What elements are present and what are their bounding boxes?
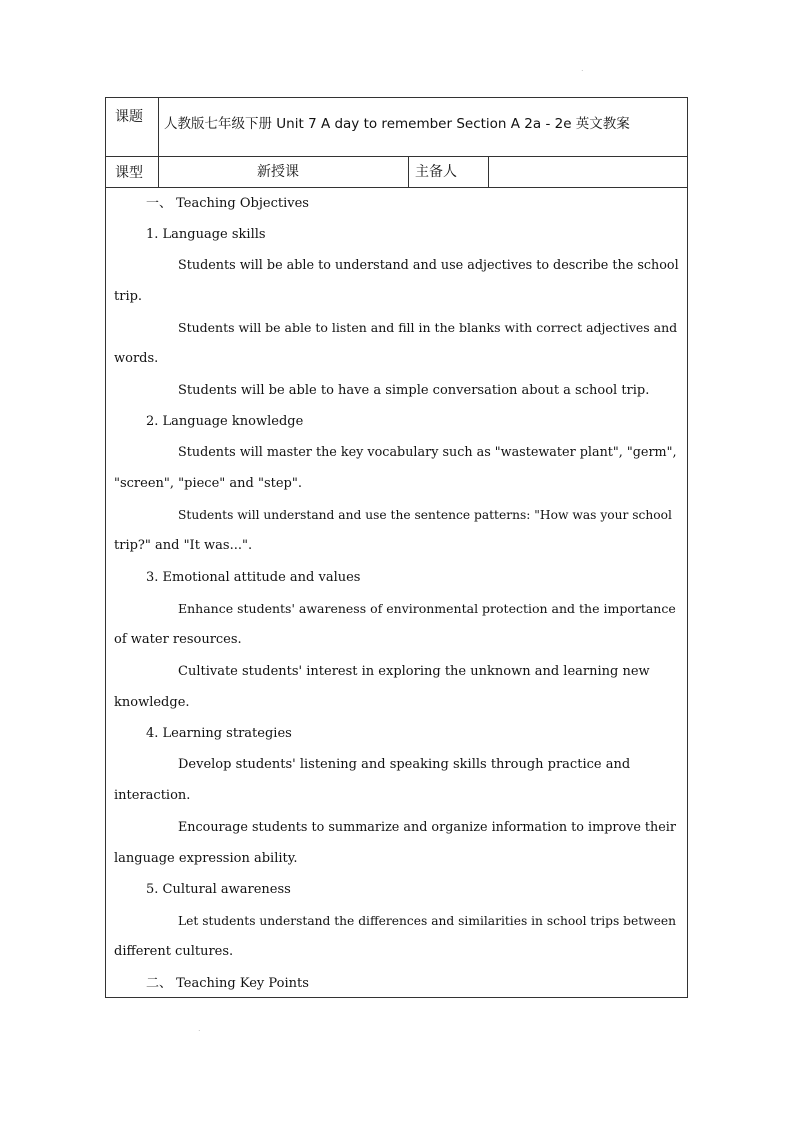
paragraph-line: Students will be able to understand and use adjectives to describe the school bbox=[178, 258, 679, 273]
subsection-heading: 5. Cultural awareness bbox=[146, 882, 291, 897]
subsection-heading: 4. Learning strategies bbox=[146, 726, 292, 741]
paragraph-line: of water resources. bbox=[114, 632, 242, 647]
topic-label: 课题 bbox=[115, 109, 143, 125]
paragraph-line: Develop students' listening and speaking skills through practice and bbox=[178, 757, 631, 772]
lesson-plan-table bbox=[105, 97, 688, 998]
paragraph-line: Cultivate students' interest in exploring the unknown and learning new bbox=[178, 664, 650, 679]
subsection-heading: 3. Emotional attitude and values bbox=[146, 570, 361, 585]
type-label: 课型 bbox=[115, 165, 143, 181]
paragraph-line: language expression ability. bbox=[114, 851, 298, 866]
paragraph-line: trip. bbox=[114, 289, 143, 304]
lead-label: 主备人 bbox=[415, 164, 457, 180]
paragraph-line: Let students understand the differences and similarities in school trips between bbox=[178, 914, 677, 928]
subsection-heading: 2. Language knowledge bbox=[146, 414, 304, 429]
subsection-heading: 1. Language skills bbox=[146, 227, 266, 242]
column-divider bbox=[488, 156, 489, 187]
page-dot: . bbox=[198, 1024, 201, 1033]
paragraph-line: trip?" and "It was...". bbox=[114, 538, 253, 553]
paragraph-line: "screen", "piece" and "step". bbox=[114, 476, 302, 491]
column-divider bbox=[408, 156, 409, 187]
paragraph-line: Students will understand and use the sentence patterns: "How was your school bbox=[178, 508, 672, 522]
paragraph-line: Enhance students' awareness of environmental protection and the importance bbox=[178, 601, 676, 616]
section-title: 二、 Teaching Key Points bbox=[146, 976, 309, 991]
topic-row bbox=[106, 98, 687, 157]
paragraph-line: Students will master the key vocabulary such as "wastewater plant", "germ", bbox=[178, 445, 677, 460]
column-divider bbox=[158, 98, 159, 156]
page-dot: . bbox=[581, 64, 584, 73]
type-value: 新授课 bbox=[257, 164, 299, 180]
column-divider bbox=[158, 156, 159, 187]
paragraph-line: Students will be able to have a simple conversation about a school trip. bbox=[178, 383, 650, 398]
paragraph-line: knowledge. bbox=[114, 695, 190, 710]
paragraph-line: interaction. bbox=[114, 788, 191, 803]
paragraph-line: Students will be able to listen and fill in the blanks with correct adjectives and bbox=[178, 320, 678, 335]
topic-value: 人教版七年级下册 Unit 7 A day to remember Section A 2a - 2e 英文教案 bbox=[164, 116, 630, 132]
paragraph-line: Encourage students to summarize and organize information to improve their bbox=[178, 820, 676, 835]
section-title: 一、 Teaching Objectives bbox=[146, 196, 309, 211]
type-row bbox=[106, 156, 687, 188]
paragraph-line: different cultures. bbox=[114, 944, 234, 959]
paragraph-line: words. bbox=[114, 351, 159, 366]
